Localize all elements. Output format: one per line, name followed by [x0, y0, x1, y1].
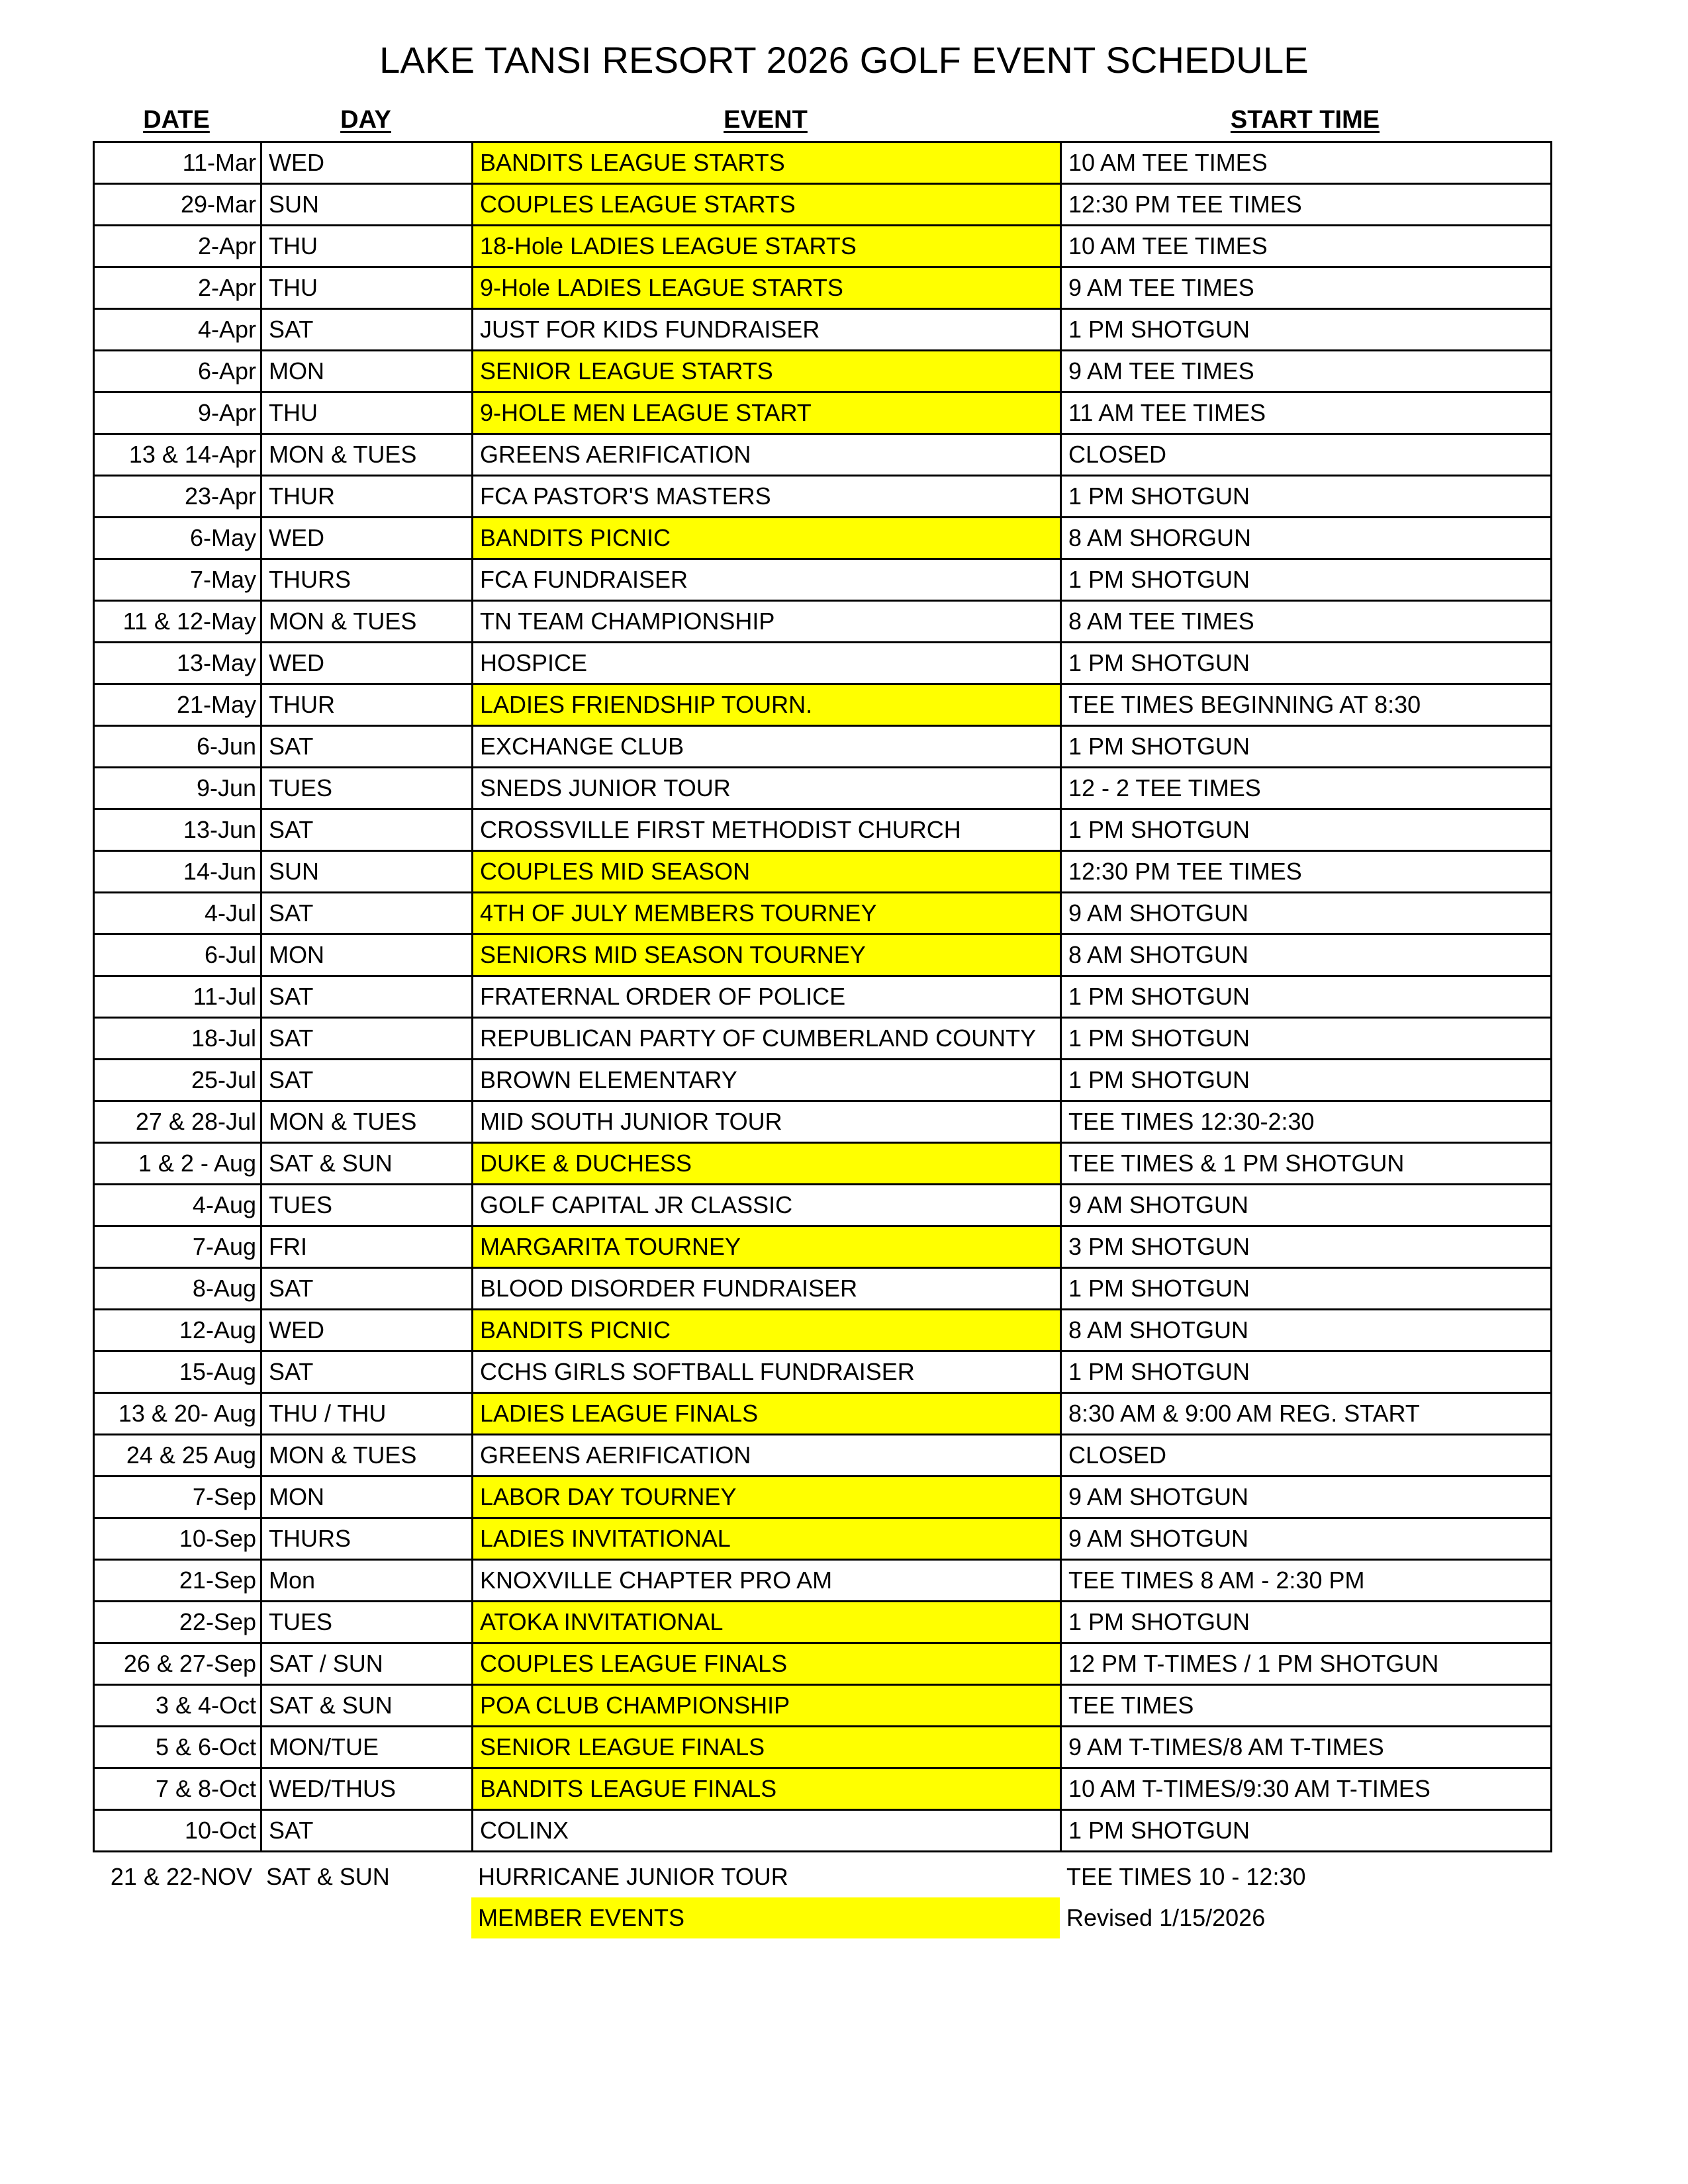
cell-day: MON — [261, 1477, 473, 1518]
cell-start-time: TEE TIMES BEGINNING AT 8:30 — [1061, 684, 1552, 726]
cell-start-time: 1 PM SHOTGUN — [1061, 1268, 1552, 1310]
table-row — [94, 559, 1552, 601]
cell-date: 18-Jul — [94, 1018, 261, 1060]
cell-day: MON — [261, 351, 473, 392]
table-row — [94, 851, 1552, 893]
cell-day: MON & TUES — [261, 1435, 473, 1477]
cell-date: 11-Mar — [94, 142, 261, 184]
cell-date: 13-Jun — [94, 809, 261, 851]
cell-start-time: 9 AM SHOTGUN — [1061, 1518, 1552, 1560]
cell-date: 22-Sep — [94, 1602, 261, 1643]
cell-start-time: 8 AM SHOTGUN — [1061, 934, 1552, 976]
cell-start-time: 8 AM TEE TIMES — [1061, 601, 1552, 643]
cell-day: SAT — [261, 893, 473, 934]
cell-day: SAT — [261, 976, 473, 1018]
cell-event: EXCHANGE CLUB — [473, 726, 1061, 768]
cell-day: THUR — [261, 476, 473, 518]
column-header-band — [93, 106, 1550, 140]
cell-event: ATOKA INVITATIONAL — [473, 1602, 1061, 1643]
table-row — [94, 1018, 1552, 1060]
cell-event: 4TH OF JULY MEMBERS TOURNEY — [473, 893, 1061, 934]
cell-event: SNEDS JUNIOR TOUR — [473, 768, 1061, 809]
table-row — [94, 809, 1552, 851]
cell-date: 7-May — [94, 559, 261, 601]
cell-day: WED — [261, 1310, 473, 1351]
cell-date: 9-Apr — [94, 392, 261, 434]
cell-date: 24 & 25 Aug — [94, 1435, 261, 1477]
table-row — [94, 434, 1552, 476]
cell-date: 1 & 2 - Aug — [94, 1143, 261, 1185]
cell-event: LADIES LEAGUE FINALS — [473, 1393, 1061, 1435]
cell-day: FRI — [261, 1226, 473, 1268]
footer-rows — [93, 1856, 1550, 1938]
cell-date: 11 & 12-May — [94, 601, 261, 643]
cell-date: 27 & 28-Jul — [94, 1101, 261, 1143]
cell-event: LADIES FRIENDSHIP TOURN. — [473, 684, 1061, 726]
cell-date: 5 & 6-Oct — [94, 1727, 261, 1768]
cell-start-time: 1 PM SHOTGUN — [1061, 1810, 1552, 1852]
cell-event: CROSSVILLE FIRST METHODIST CHURCH — [473, 809, 1061, 851]
cell-day: WED — [261, 518, 473, 559]
cell-date: 13-May — [94, 643, 261, 684]
cell-date: 10-Sep — [94, 1518, 261, 1560]
cell-date: 2-Apr — [94, 267, 261, 309]
cell-start-time: 1 PM SHOTGUN — [1061, 1018, 1552, 1060]
cell-event: BANDITS LEAGUE STARTS — [473, 142, 1061, 184]
cell-event: REPUBLICAN PARTY OF CUMBERLAND COUNTY — [473, 1018, 1061, 1060]
legend-member-events: MEMBER EVENTS — [471, 1897, 1060, 1938]
cell-event: COUPLES LEAGUE STARTS — [473, 184, 1061, 226]
table-row — [94, 643, 1552, 684]
table-row — [94, 1518, 1552, 1560]
cell-start-time: 1 PM SHOTGUN — [1061, 1351, 1552, 1393]
cell-date: 6-Apr — [94, 351, 261, 392]
table-row — [94, 1185, 1552, 1226]
table-row — [94, 768, 1552, 809]
cell-day: SAT & SUN — [266, 1863, 390, 1890]
cell-event: COUPLES MID SEASON — [473, 851, 1061, 893]
cell-date: 26 & 27-Sep — [94, 1643, 261, 1685]
cell-start-time: 12 - 2 TEE TIMES — [1061, 768, 1552, 809]
cell-event: MARGARITA TOURNEY — [473, 1226, 1061, 1268]
table-row — [94, 1060, 1552, 1101]
table-row — [94, 1643, 1552, 1685]
cell-day: SUN — [261, 184, 473, 226]
cell-event: COLINX — [473, 1810, 1061, 1852]
cell-date: 3 & 4-Oct — [94, 1685, 261, 1727]
table-row — [94, 392, 1552, 434]
cell-date: 15-Aug — [94, 1351, 261, 1393]
table-row — [94, 142, 1552, 184]
cell-date: 21 & 22-NOV — [110, 1863, 252, 1890]
cell-start-time: 12 PM T-TIMES / 1 PM SHOTGUN — [1061, 1643, 1552, 1685]
cell-date: 29-Mar — [94, 184, 261, 226]
cell-start-time: 8:30 AM & 9:00 AM REG. START — [1061, 1393, 1552, 1435]
footer-row — [93, 1856, 1550, 1897]
cell-start-time: 10 AM TEE TIMES — [1061, 226, 1552, 267]
cell-day: TUES — [261, 1185, 473, 1226]
cell-date: 25-Jul — [94, 1060, 261, 1101]
cell-day: SAT — [261, 1018, 473, 1060]
cell-day: SAT / SUN — [261, 1643, 473, 1685]
cell-day: THURS — [261, 1518, 473, 1560]
cell-event: SENIORS MID SEASON TOURNEY — [473, 934, 1061, 976]
cell-start-time: 1 PM SHOTGUN — [1061, 809, 1552, 851]
cell-event: SENIOR LEAGUE STARTS — [473, 351, 1061, 392]
cell-start-time: TEE TIMES & 1 PM SHOTGUN — [1061, 1143, 1552, 1185]
column-header-start-time: START TIME — [1230, 106, 1380, 134]
cell-date: 6-Jun — [94, 726, 261, 768]
cell-start-time: 1 PM SHOTGUN — [1061, 1060, 1552, 1101]
cell-day: MON & TUES — [261, 434, 473, 476]
cell-start-time: 9 AM TEE TIMES — [1061, 267, 1552, 309]
cell-start-time: 8 AM SHOTGUN — [1061, 1310, 1552, 1351]
table-row — [94, 1810, 1552, 1852]
cell-start-time: TEE TIMES 8 AM - 2:30 PM — [1061, 1560, 1552, 1602]
cell-day: THU — [261, 267, 473, 309]
cell-start-time: 9 AM SHOTGUN — [1061, 893, 1552, 934]
cell-start-time: TEE TIMES 10 - 12:30 — [1066, 1863, 1306, 1890]
table-row — [94, 1310, 1552, 1351]
cell-event: BLOOD DISORDER FUNDRAISER — [473, 1268, 1061, 1310]
cell-day: WED/THUS — [261, 1768, 473, 1810]
cell-start-time: 12:30 PM TEE TIMES — [1061, 184, 1552, 226]
cell-day: SAT — [261, 1810, 473, 1852]
column-header-event: EVENT — [724, 106, 808, 134]
cell-start-time: 1 PM SHOTGUN — [1061, 976, 1552, 1018]
cell-date: 7-Sep — [94, 1477, 261, 1518]
cell-event: GREENS AERIFICATION — [473, 1435, 1061, 1477]
table-row — [94, 601, 1552, 643]
cell-day: SAT — [261, 1268, 473, 1310]
cell-event: 18-Hole LADIES LEAGUE STARTS — [473, 226, 1061, 267]
schedule-table-body — [94, 142, 1552, 1852]
cell-date: 6-Jul — [94, 934, 261, 976]
cell-start-time: 9 AM T-TIMES/8 AM T-TIMES — [1061, 1727, 1552, 1768]
cell-event: 9-Hole LADIES LEAGUE STARTS — [473, 267, 1061, 309]
table-row — [94, 1727, 1552, 1768]
cell-date: 12-Aug — [94, 1310, 261, 1351]
cell-event: SENIOR LEAGUE FINALS — [473, 1727, 1061, 1768]
cell-day: TUES — [261, 1602, 473, 1643]
cell-event: MID SOUTH JUNIOR TOUR — [473, 1101, 1061, 1143]
cell-event: DUKE & DUCHESS — [473, 1143, 1061, 1185]
cell-start-time: CLOSED — [1061, 1435, 1552, 1477]
cell-event: HURRICANE JUNIOR TOUR — [478, 1863, 788, 1890]
cell-date: 21-May — [94, 684, 261, 726]
cell-day: SAT — [261, 726, 473, 768]
table-row — [94, 934, 1552, 976]
table-row — [94, 1685, 1552, 1727]
cell-event: CCHS GIRLS SOFTBALL FUNDRAISER — [473, 1351, 1061, 1393]
cell-date: 23-Apr — [94, 476, 261, 518]
cell-event: FRATERNAL ORDER OF POLICE — [473, 976, 1061, 1018]
cell-day: TUES — [261, 768, 473, 809]
cell-day: SAT — [261, 1351, 473, 1393]
table-row — [94, 184, 1552, 226]
cell-day: MON & TUES — [261, 601, 473, 643]
cell-start-time: 1 PM SHOTGUN — [1061, 476, 1552, 518]
cell-day — [266, 1897, 477, 1938]
table-row — [94, 351, 1552, 392]
cell-day: Mon — [261, 1560, 473, 1602]
cell-start-time: 1 PM SHOTGUN — [1061, 726, 1552, 768]
cell-day: SUN — [261, 851, 473, 893]
cell-date: 14-Jun — [94, 851, 261, 893]
cell-day: THU / THU — [261, 1393, 473, 1435]
cell-start-time: 11 AM TEE TIMES — [1061, 392, 1552, 434]
cell-day: THU — [261, 226, 473, 267]
table-row — [94, 309, 1552, 351]
cell-start-time: 10 AM TEE TIMES — [1061, 142, 1552, 184]
cell-event: BANDITS PICNIC — [473, 518, 1061, 559]
cell-day: MON — [261, 934, 473, 976]
cell-start-time: 1 PM SHOTGUN — [1061, 559, 1552, 601]
cell-start-time: 1 PM SHOTGUN — [1061, 643, 1552, 684]
cell-event: FCA FUNDRAISER — [473, 559, 1061, 601]
cell-event: GREENS AERIFICATION — [473, 434, 1061, 476]
table-row — [94, 518, 1552, 559]
cell-date: 4-Jul — [94, 893, 261, 934]
column-header-date: DATE — [143, 106, 210, 134]
cell-date: 11-Jul — [94, 976, 261, 1018]
table-row — [94, 976, 1552, 1018]
cell-day: THU — [261, 392, 473, 434]
cell-date: 21-Sep — [94, 1560, 261, 1602]
table-row — [94, 1226, 1552, 1268]
revision-note: Revised 1/15/2026 — [1066, 1904, 1266, 1931]
cell-start-time: TEE TIMES — [1061, 1685, 1552, 1727]
cell-event: COUPLES LEAGUE FINALS — [473, 1643, 1061, 1685]
cell-day: WED — [261, 643, 473, 684]
cell-date: 7 & 8-Oct — [94, 1768, 261, 1810]
cell-day: SAT — [261, 309, 473, 351]
cell-day: THUR — [261, 684, 473, 726]
cell-start-time: 8 AM SHORGUN — [1061, 518, 1552, 559]
cell-day: WED — [261, 142, 473, 184]
cell-event: HOSPICE — [473, 643, 1061, 684]
cell-day: SAT & SUN — [261, 1143, 473, 1185]
cell-start-time: 9 AM SHOTGUN — [1061, 1185, 1552, 1226]
cell-event: GOLF CAPITAL JR CLASSIC — [473, 1185, 1061, 1226]
cell-event: BROWN ELEMENTARY — [473, 1060, 1061, 1101]
cell-event: BANDITS PICNIC — [473, 1310, 1061, 1351]
table-row — [94, 1268, 1552, 1310]
cell-event: BANDITS LEAGUE FINALS — [473, 1768, 1061, 1810]
cell-start-time: CLOSED — [1061, 434, 1552, 476]
cell-event: FCA PASTOR'S MASTERS — [473, 476, 1061, 518]
cell-date: 13 & 14-Apr — [94, 434, 261, 476]
table-row — [94, 1477, 1552, 1518]
cell-date: 10-Oct — [94, 1810, 261, 1852]
cell-event: TN TEAM CHAMPIONSHIP — [473, 601, 1061, 643]
cell-start-time: 9 AM TEE TIMES — [1061, 351, 1552, 392]
cell-day: SAT & SUN — [261, 1685, 473, 1727]
cell-day: MON/TUE — [261, 1727, 473, 1768]
legend-row — [93, 1897, 1550, 1938]
cell-start-time: 1 PM SHOTGUN — [1061, 309, 1552, 351]
cell-date: 9-Jun — [94, 768, 261, 809]
cell-start-time: TEE TIMES 12:30-2:30 — [1061, 1101, 1552, 1143]
table-row — [94, 726, 1552, 768]
table-row — [94, 893, 1552, 934]
cell-day: SAT — [261, 809, 473, 851]
table-row — [94, 1143, 1552, 1185]
table-row — [94, 684, 1552, 726]
cell-event: POA CLUB CHAMPIONSHIP — [473, 1685, 1061, 1727]
table-row — [94, 1101, 1552, 1143]
cell-day: SAT — [261, 1060, 473, 1101]
page-title: LAKE TANSI RESORT 2026 GOLF EVENT SCHEDULE — [379, 39, 1309, 81]
table-row — [94, 267, 1552, 309]
cell-day: THURS — [261, 559, 473, 601]
cell-date: 8-Aug — [94, 1268, 261, 1310]
cell-day: MON & TUES — [261, 1101, 473, 1143]
cell-start-time: 12:30 PM TEE TIMES — [1061, 851, 1552, 893]
table-row — [94, 476, 1552, 518]
cell-date: 13 & 20- Aug — [94, 1393, 261, 1435]
cell-date: 4-Aug — [94, 1185, 261, 1226]
table-row — [94, 1602, 1552, 1643]
cell-start-time: 3 PM SHOTGUN — [1061, 1226, 1552, 1268]
cell-event: 9-HOLE MEN LEAGUE START — [473, 392, 1061, 434]
table-row — [94, 1560, 1552, 1602]
table-row — [94, 226, 1552, 267]
table-row — [94, 1393, 1552, 1435]
column-header-day: DAY — [340, 106, 391, 134]
cell-event: LADIES INVITATIONAL — [473, 1518, 1061, 1560]
schedule-table — [93, 141, 1552, 1852]
cell-date — [85, 1897, 252, 1938]
table-row — [94, 1435, 1552, 1477]
cell-date: 6-May — [94, 518, 261, 559]
cell-date: 7-Aug — [94, 1226, 261, 1268]
table-row — [94, 1768, 1552, 1810]
table-row — [94, 1351, 1552, 1393]
cell-start-time: 9 AM SHOTGUN — [1061, 1477, 1552, 1518]
cell-event: LABOR DAY TOURNEY — [473, 1477, 1061, 1518]
cell-date: 2-Apr — [94, 226, 261, 267]
cell-date: 4-Apr — [94, 309, 261, 351]
cell-start-time: 1 PM SHOTGUN — [1061, 1602, 1552, 1643]
cell-event: KNOXVILLE CHAPTER PRO AM — [473, 1560, 1061, 1602]
cell-start-time: 10 AM T-TIMES/9:30 AM T-TIMES — [1061, 1768, 1552, 1810]
cell-event: JUST FOR KIDS FUNDRAISER — [473, 309, 1061, 351]
